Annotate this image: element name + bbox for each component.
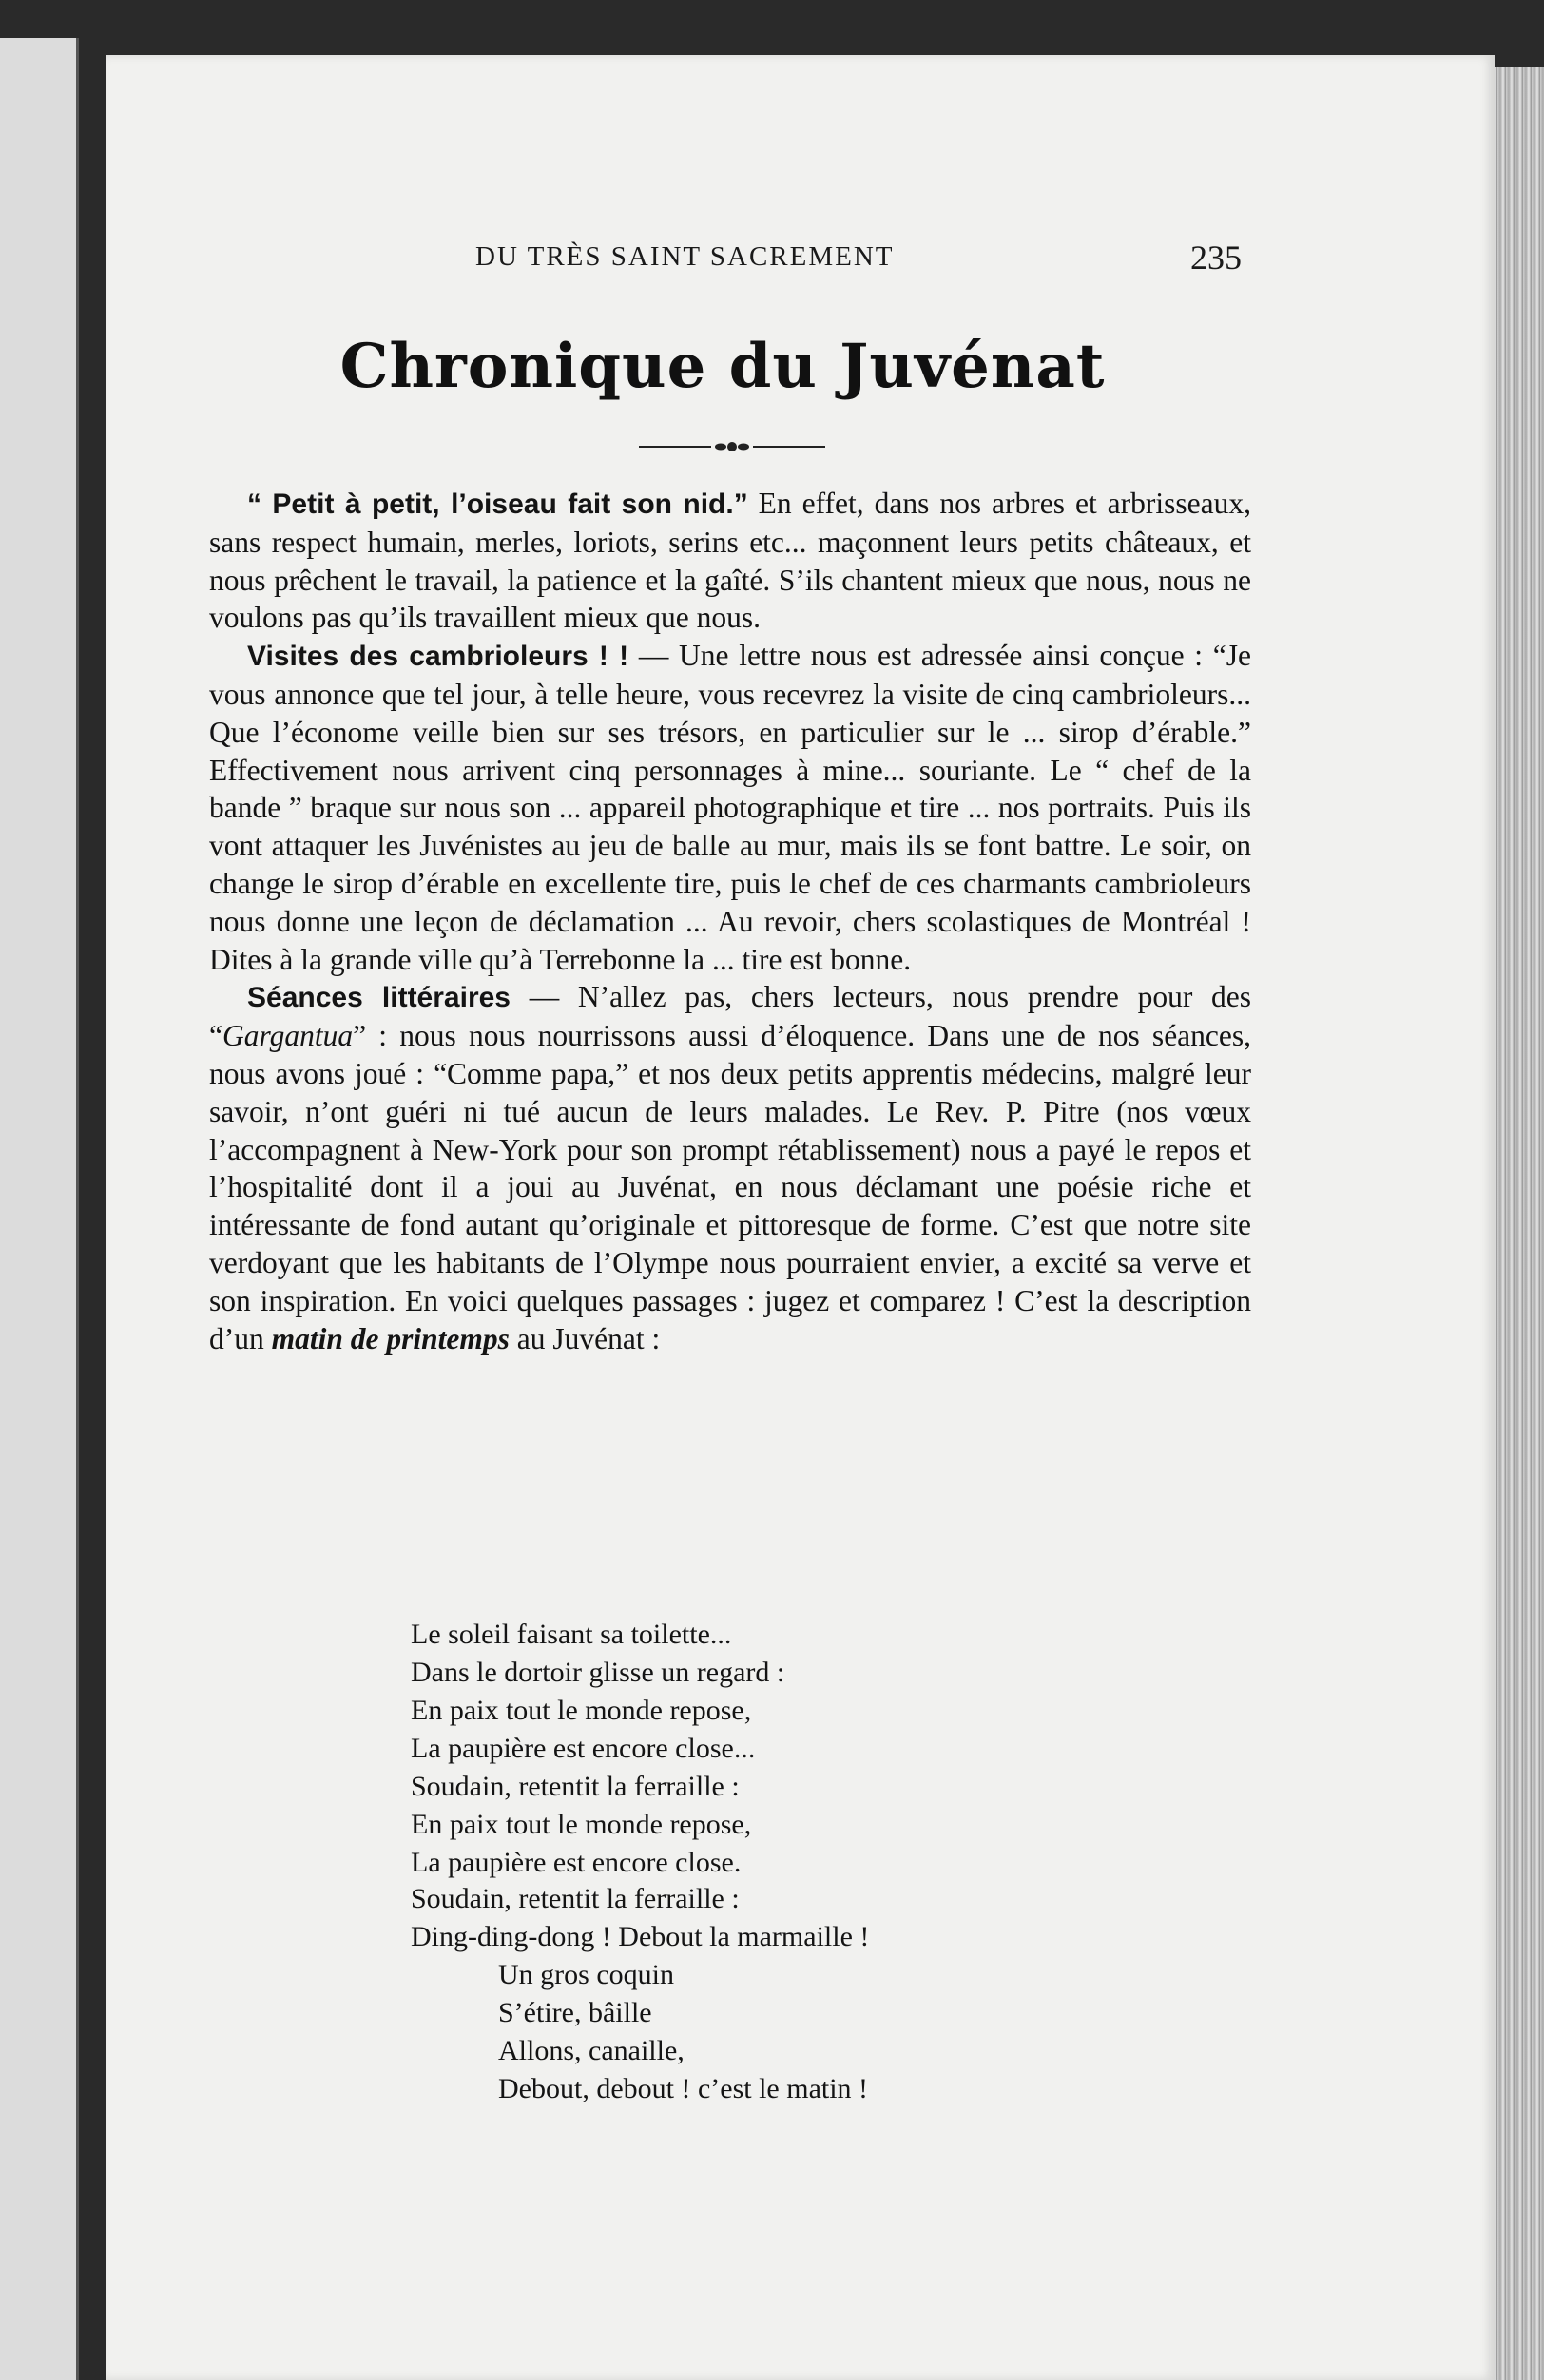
paragraph-lead: “ Petit à petit, l’oiseau fait son nid.” (247, 489, 748, 520)
paragraph-seances (209, 978, 1251, 1357)
paragraph-oiseau (209, 485, 1251, 637)
poem-line-indented: Allons, canaille, (498, 2035, 685, 2066)
paragraph-text: — N’allez pas, chers lecteurs, nous prendre pour des “ (209, 980, 1252, 1053)
poem-line: La paupière est encore close... (411, 1733, 756, 1764)
poem-line: Dans le dortoir glisse un regard : (411, 1657, 785, 1688)
paragraph-text: En effet, dans nos arbres et arbrisseaux, sans respect humain, merles, loriots, serins etc... maçonnent leurs petits châteaux, et nous prêchent le travail, la patience et la gaîté. S’ils chantent mieux que nous, nous ne voulons pas qu’ils travaillent mieux que nous. (209, 487, 1251, 635)
paragraph-lead: Séances littéraires (247, 982, 511, 1014)
poem-line: La paupière est encore close. (411, 1847, 742, 1878)
paragraph-cambrioleurs (209, 637, 1251, 978)
poem-stanza-2 (411, 1880, 869, 2108)
paragraph-text: ” : nous nous nourrissons aussi d’éloquence. Dans une de nos séances, nous avons joué : “Comme papa,” et nos deux petits apprentis médecins, malgré leur savoir, n’ont guéri ni tué aucun de leurs malades. Le Rev. P. Pitre (nos vœux l’accompagnent à New-York pour son prompt rétablissement) nous a payé le repos et l’hospitalité dont il a joui au Juvénat, en nous déclamant une poésie riche et intéressante de fond autant qu’originale et pittoresque de forme. C’est que notre site verdoyant que les habitants de l’Olympe nous pourraient envier, a excité sa verve et son inspiration. En voici quelques passages : jugez et comparez ! C’est la description d’un (209, 1019, 1251, 1355)
poem-line-indented: Un gros coquin (498, 1959, 674, 1990)
previous-page-edge (0, 38, 79, 2380)
italic-gargantua: Gargantua (222, 1019, 354, 1053)
poem-line: Ding-ding-dong ! Debout la marmaille ! (411, 1921, 870, 1952)
running-head: DU TRÈS SAINT SACREMENT (475, 241, 895, 272)
poem-line: Soudain, retentit la ferraille : (411, 1883, 740, 1914)
paragraph-text: — Une lettre nous est adressée ainsi conçue : “Je vous annonce que tel jour, à telle heure, vous recevrez la visite de cinq cambrioleurs... Que l’économe veille bien sur ses trésors, en particulier sur le ... sirop d’érable.” Effectivement nous arrivent cinq personnages à mine... souriante. Le “ chef de la bande ” braque sur nous son ... appareil photographique et tire ... nos portraits. Puis ils vont attaquer les Juvénistes au jeu de balle au mur, mais ils se font battre. Le soir, on change le sirop d’érable en excellente tire, puis le chef de ces charmants cambrioleurs nous donne une leçon de déclamation ... Au revoir, chers scolastiques de Montréal ! Dites à la grande ville qu’à Terrebonne la ... tire est bonne. (209, 639, 1252, 976)
paragraph-text: au Juvénat : (509, 1321, 661, 1355)
chronicle-body (209, 485, 1251, 1357)
paragraph-lead: Visites des cambrioleurs ! ! (247, 641, 629, 673)
page-number: 235 (1190, 239, 1242, 277)
poem-line: En paix tout le monde repose, (411, 1809, 752, 1840)
poem-line: Soudain, retentit la ferraille : (411, 1771, 740, 1802)
italic-matin-de-printemps: matin de printemps (271, 1321, 510, 1355)
chapter-title: Chronique du Juvénat (339, 331, 1106, 402)
poem-line-indented: S’étire, bâille (498, 1997, 652, 2028)
poem-line: En paix tout le monde repose, (411, 1695, 752, 1726)
poem-line: Le soleil faisant sa toilette... (411, 1619, 732, 1650)
poem-line-indented: Debout, debout ! c’est le matin ! (498, 2073, 869, 2104)
poem-stanza-1 (411, 1616, 784, 1882)
title-ornament-icon (639, 439, 825, 454)
